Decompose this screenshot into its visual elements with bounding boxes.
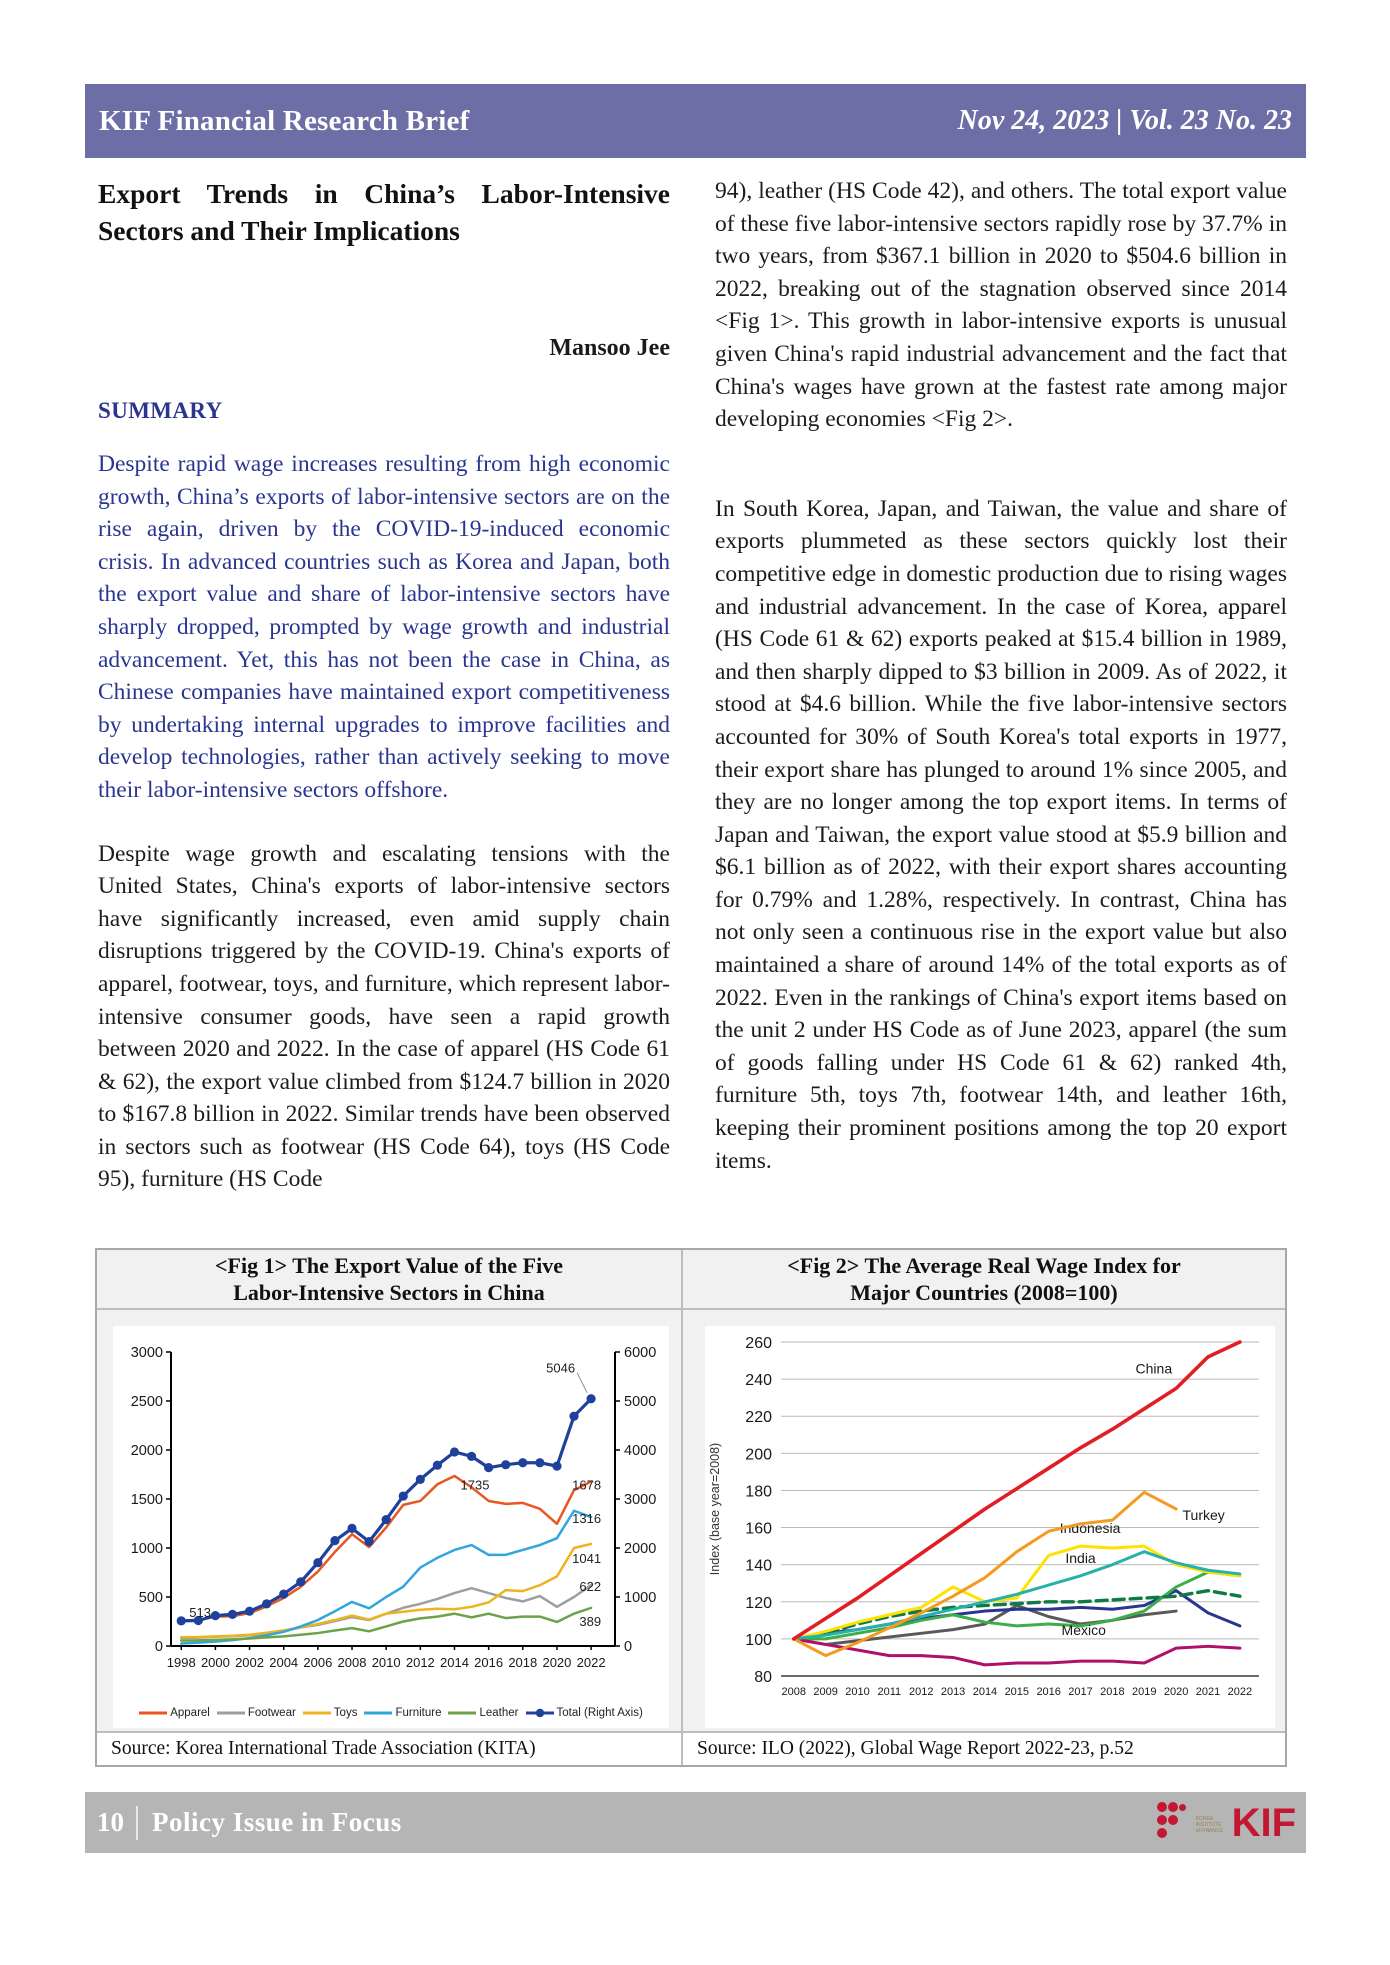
svg-text:622: 622 [579, 1579, 602, 1595]
fig1-title [97, 1250, 683, 1310]
summary-heading: SUMMARY [98, 398, 223, 423]
fig2-source-text: Source: ILO (2022), Global Wage Report 2022-23, p.52 [697, 1738, 1134, 1759]
svg-text:260: 260 [745, 1335, 772, 1352]
svg-text:1500: 1500 [130, 1492, 163, 1508]
fig1-source-text: Source: Korea International Trade Association (KITA) [111, 1738, 536, 1759]
svg-text:0: 0 [624, 1639, 633, 1655]
logo-wordmark: KIF [1231, 1800, 1296, 1845]
svg-text:220: 220 [745, 1409, 772, 1427]
svg-text:2022: 2022 [576, 1655, 606, 1670]
svg-text:2000: 2000 [200, 1655, 230, 1670]
fig2-title [683, 1250, 1285, 1310]
svg-text:2004: 2004 [269, 1655, 299, 1670]
header-bar [85, 84, 1306, 158]
legend-item: Toys [333, 1707, 358, 1719]
legend-item: Furniture [395, 1707, 442, 1719]
fig1-chart [113, 1326, 669, 1728]
svg-text:5046: 5046 [546, 1360, 576, 1376]
svg-text:Indonesia: Indonesia [1059, 1520, 1121, 1537]
svg-text:1735: 1735 [460, 1477, 490, 1493]
svg-text:2500: 2500 [130, 1394, 163, 1410]
svg-text:Mexico: Mexico [1061, 1622, 1106, 1639]
svg-text:4000: 4000 [624, 1443, 657, 1459]
fig1-legend [113, 1693, 669, 1733]
svg-text:2006: 2006 [303, 1655, 333, 1670]
svg-text:1998: 1998 [166, 1655, 196, 1670]
left-column [98, 175, 670, 1196]
svg-text:2020: 2020 [1163, 1686, 1189, 1698]
svg-text:2011: 2011 [877, 1686, 902, 1698]
svg-text:2002: 2002 [235, 1655, 265, 1670]
svg-text:2018: 2018 [508, 1655, 538, 1670]
svg-text:2013: 2013 [940, 1686, 966, 1698]
fig2-source [683, 1731, 1285, 1765]
svg-text:120: 120 [745, 1594, 772, 1612]
svg-text:2019: 2019 [1132, 1686, 1157, 1698]
fig1-title-line2: Labor-Intensive Sectors in China [233, 1280, 545, 1305]
svg-text:2015: 2015 [1004, 1686, 1030, 1698]
fig2-line-chart [705, 1326, 1275, 1728]
logo-dots-icon [1157, 1801, 1190, 1840]
svg-text:180: 180 [745, 1483, 772, 1501]
svg-text:513: 513 [189, 1604, 211, 1620]
svg-text:2010: 2010 [371, 1655, 401, 1670]
fig1-chart-cell [97, 1310, 683, 1731]
right-paragraph-2: In South Korea, Japan, and Taiwan, the value and share of exports plummeted as these sectors quickly lost their competitive edge in domestic production due to rising wages and industrial advancement. In the case of Korea, apparel (HS Code 61 & 62) exports peaked at $15.4 billion in 1989, and then sharply dipped to $3 billion in 2009. As of 2022, it stood at $4.6 billion. While the five labor-intensive sectors accounted for 30% of South Korea's total exports in 1977, their export share has plunged to around 1% since 2005, and they are no longer among the top export items. In terms of Japan and Taiwan, the export value stood at $5.9 billion and $6.1 billion as of 2022, with their export shares accounting for 0.79% and 1.28%, respectively. In contrast, China has not only seen a continuous rise in the export value but also maintained a share of around 14% of the total exports as of 2022. Even in the rankings of China's export items based on the unit 2 under HS Code as of June 2023, apparel (the sum of goods falling under HS Code 61 & 62) ranked 4th, furniture 5th, toys 7th, footwear 14th, and leather 16th, keeping their prominent positions among the top 20 export items. [715, 495, 1287, 1174]
svg-text:1678: 1678 [572, 1477, 602, 1493]
svg-text:India: India [1065, 1549, 1096, 1566]
left-paragraph: Despite wage growth and escalating tensions with the United States, China's exports of labor-intensive sectors have significantly increased, even amid supply chain disruptions triggered by the COVID-19. China's exports of apparel, footwear, toys, and furniture, which represent labor-intensive consumer goods, have seen a rapid growth between 2020 and 2022. In the case of apparel (HS Code 61 & 62), the export value climbed from $124.7 billion in 2020 to $167.8 billion in 2022. Similar trends have been observed in sectors such as footwear (HS Code 64), toys (HS Code 95), furniture (HS Code [98, 840, 670, 1193]
fig2-title-line1: <Fig 2> The Average Real Wage Index for [787, 1253, 1181, 1278]
legend-item: Apparel [170, 1707, 210, 1719]
svg-text:2000: 2000 [130, 1443, 163, 1459]
svg-text:1041: 1041 [572, 1550, 602, 1566]
fig1-line-chart [113, 1326, 669, 1688]
fig2-chart-cell [683, 1310, 1285, 1731]
svg-text:China: China [1135, 1360, 1173, 1377]
svg-text:Index (base year=2008): Index (base year=2008) [708, 1442, 722, 1576]
legend-item: Total (Right Axis) [526, 1707, 643, 1719]
footer-bar [85, 1792, 1306, 1853]
figure-panel [95, 1248, 1287, 1767]
svg-text:200: 200 [745, 1446, 772, 1464]
svg-text:2008: 2008 [337, 1655, 367, 1670]
svg-text:Turkey: Turkey [1182, 1507, 1225, 1524]
svg-text:140: 140 [745, 1557, 772, 1575]
fig1-title-line1: <Fig 1> The Export Value of the Five [215, 1253, 563, 1278]
svg-text:240: 240 [745, 1372, 772, 1390]
svg-text:5000: 5000 [624, 1394, 657, 1410]
svg-text:1000: 1000 [624, 1590, 657, 1606]
fig2-title-line2: Major Countries (2008=100) [850, 1280, 1118, 1305]
page-number: 10 [97, 1807, 124, 1837]
svg-text:500: 500 [138, 1590, 163, 1606]
logo-subtext: KOREA INSTITUTE of FINANCE [1195, 1815, 1224, 1834]
fig2-chart [705, 1326, 1275, 1728]
svg-text:2016: 2016 [474, 1655, 504, 1670]
right-column [715, 175, 1287, 1177]
summary-text: Despite rapid wage increases resulting from high economic growth, China’s exports of labor-intensive sectors are on the rise again, driven by the COVID-19-induced economic crisis. In advanced countries such as Korea and Japan, both the export value and share of labor-intensive sectors have sharply dropped, prompted by wage growth and industrial advancement. Yet, this has not been the case in China, as Chinese companies have maintained export competitiveness by undertaking internal upgrades to improve facilities and develop technologies, rather than actively seeking to move their labor-intensive sectors offshore. [98, 451, 670, 803]
svg-text:2012: 2012 [908, 1686, 934, 1698]
svg-text:2022: 2022 [1227, 1686, 1253, 1698]
svg-text:2020: 2020 [542, 1655, 572, 1670]
section-title: Policy Issue in Focus [152, 1807, 402, 1837]
svg-text:3000: 3000 [130, 1345, 163, 1361]
footer-left [97, 1806, 402, 1840]
svg-text:80: 80 [754, 1669, 772, 1686]
svg-text:100: 100 [745, 1631, 772, 1649]
svg-text:2000: 2000 [624, 1541, 657, 1557]
footer-divider [136, 1806, 138, 1840]
legend-item: Footwear [247, 1707, 296, 1719]
right-paragraph-1: 94), leather (HS Code 42), and others. The total export value of these five labor-intensive sectors rapidly rose by 37.7% in two years, from $367.1 billion in 2020 to $504.6 billion in 2022, breaking out of the stagnation observed since 2014 <Fig 1>. This growth in labor-intensive exports is unusual given China's rapid industrial advancement and the fact that China's wages have grown at the fastest rate among major developing economies <Fig 2>. [715, 178, 1287, 433]
svg-text:2014: 2014 [440, 1655, 469, 1670]
svg-text:160: 160 [745, 1520, 772, 1538]
svg-text:3000: 3000 [624, 1492, 657, 1508]
brand-title: KIF Financial Research Brief [99, 104, 470, 137]
svg-text:2008: 2008 [781, 1686, 806, 1698]
legend-item: Leather [479, 1707, 519, 1719]
svg-text:1000: 1000 [130, 1541, 163, 1557]
svg-text:389: 389 [579, 1613, 602, 1629]
svg-text:2018: 2018 [1100, 1686, 1125, 1698]
issue-date: Nov 24, 2023 | Vol. 23 No. 23 [957, 105, 1292, 136]
fig1-source [97, 1731, 683, 1765]
svg-text:2016: 2016 [1036, 1686, 1061, 1698]
kif-logo [1157, 1801, 1296, 1845]
svg-text:6000: 6000 [624, 1345, 657, 1361]
svg-text:2017: 2017 [1068, 1686, 1093, 1698]
author-name: Mansoo Jee [549, 335, 670, 361]
svg-text:2014: 2014 [972, 1686, 998, 1698]
svg-text:2012: 2012 [405, 1655, 435, 1670]
svg-text:2010: 2010 [845, 1686, 870, 1698]
svg-text:1316: 1316 [572, 1511, 602, 1527]
svg-text:2009: 2009 [813, 1686, 838, 1698]
article-title: Export Trends in China’s Labor-Intensive Sectors and Their Implications [98, 178, 670, 246]
svg-text:2021: 2021 [1195, 1686, 1221, 1698]
svg-text:0: 0 [154, 1639, 163, 1655]
